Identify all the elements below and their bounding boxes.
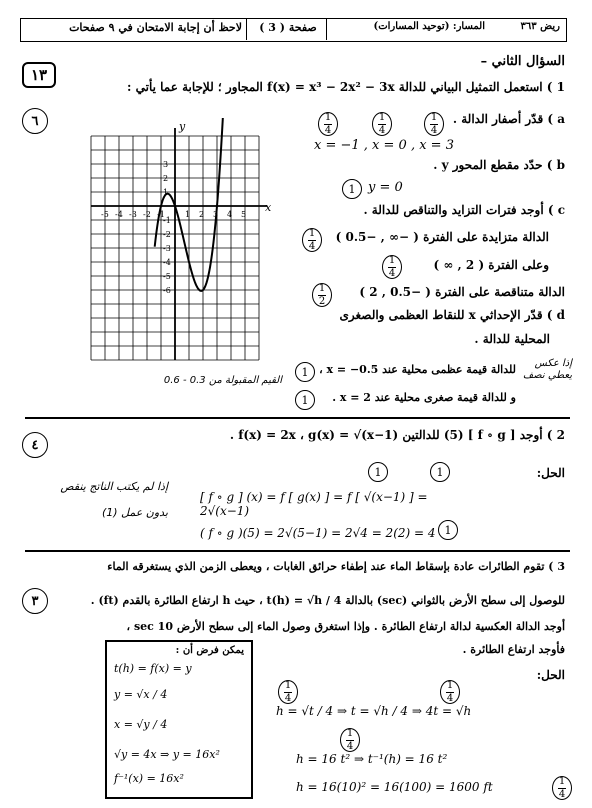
part3-text-4: فأوجد ارتفاع الطائرة .	[462, 643, 565, 656]
handwritten-side-note: إذا عكس يعطي نصف	[522, 358, 572, 381]
part2-text: 2 ) أوجد [ f ∘ g ] (5) للدالتين f(x) = 2x ، g(x) = √(x−1) .	[229, 428, 565, 442]
increasing-interval-2: وعلى الفترة ( 2 , ∞ )	[433, 258, 549, 272]
score-mark-p3b: $\frac{1}{4}$	[440, 680, 460, 704]
graph-axes	[91, 128, 267, 360]
score-mark-p3d: $\frac{1}{4}$	[552, 776, 572, 800]
header-track: المسار: (توحيد المسارات)	[373, 21, 485, 32]
assumption-line-3: x = √y / 4	[114, 718, 168, 731]
score-mark-d2: 1	[295, 390, 315, 410]
part2-score-badge: ٤	[22, 432, 48, 458]
header-divider	[246, 18, 247, 40]
handwritten-accepted-values: القيم المقبولة من 0.3 - 0.6	[163, 375, 282, 386]
y-tick-label: -1	[163, 216, 171, 225]
increasing-interval-1: الدالة متزايدة على الفترة ( −∞ , −0.5 )	[335, 230, 549, 244]
zeros-answer: x = −1 , x = 0 , x = 3	[314, 138, 454, 153]
score-mark-p2b: 1	[430, 462, 450, 482]
part3-text-3: أوجد الدالة العكسية لدالة ارتفاع الطائرة . وإذا استغرق وصول الماء إلى سطح الأرض 10 sec ،	[126, 620, 565, 633]
divider	[25, 417, 570, 419]
assumption-line-2: y = √x / 4	[114, 688, 168, 701]
b-answer: y = 0	[368, 180, 403, 195]
assumption-line-5: f⁻¹(x) = 16x²	[114, 772, 184, 785]
y-tick-label: -3	[163, 244, 171, 253]
x-tick-label: 2	[199, 210, 205, 219]
part2-solution-line1: [ f ∘ g ] (x) = f [ g(x) ] = f [ √(x−1) ] = 2√(x−1)	[200, 490, 428, 518]
assumption-title: يمكن فرض أن :	[175, 645, 244, 656]
y-tick-label: -5	[163, 272, 171, 281]
score-mark-c2: $\frac{1}{4}$	[382, 255, 402, 279]
local-max: للدالة قيمة عظمى محلية عند x = −0.5 ،	[319, 363, 516, 376]
part2-solution-label: الحل:	[536, 466, 565, 480]
x-tick-label: 4	[227, 210, 233, 219]
score-mark-p3c: $\frac{1}{4}$	[340, 728, 360, 752]
decreasing-interval: الدالة متناقصة على الفترة ( −0.5 , 2 )	[359, 285, 565, 299]
score-mark-b: 1	[342, 179, 362, 199]
part1-c-label: c ) أوجد فترات التزايد والتناقص للدالة .	[363, 203, 565, 217]
part3-text-2: للوصول إلى سطح الأرض بالثواني (sec) بالدالة t(h) = √h / 4 ، حيث h ارتفاع الطائرة بالقدم (ft) .	[90, 594, 565, 607]
part3-solution-2: h = 16 t² ⇒ t⁻¹(h) = 16 t²	[296, 752, 448, 766]
part3-solution-1: h = √t / 4 ⇒ t = √h / 4 ⇒ 4t = √h	[276, 704, 472, 718]
handwritten-note-p2: إذا لم يكتب الناتج ينقص	[60, 480, 168, 493]
score-mark-d1: 1	[295, 362, 315, 382]
y-tick-label: -4	[163, 258, 171, 267]
part1-intro: 1 ) استعمل التمثيل البياني للدالة f(x) = x³ − 2x² − 3x المجاور ؛ للإجابة عما يأتي :	[127, 80, 565, 94]
x-tick-label: -5	[101, 210, 109, 219]
function-graph	[65, 118, 297, 368]
x-tick-label: 3	[213, 210, 219, 219]
x-tick-label: -2	[143, 210, 151, 219]
score-mark-p3a: $\frac{1}{4}$	[278, 680, 298, 704]
score-mark-p2a: 1	[368, 462, 388, 482]
part3-solution-label: الحل:	[536, 668, 565, 682]
header-page: صفحة ( 3 )	[259, 21, 317, 34]
x-tick-label: -1	[157, 210, 165, 219]
x-tick-label: -3	[129, 210, 137, 219]
score-mark-p2c: 1	[438, 520, 458, 540]
score-mark-c1: $\frac{1}{4}$	[302, 228, 322, 252]
y-tick-label: -6	[163, 286, 171, 295]
assumption-line-1: t(h) = f(x) = y	[114, 662, 192, 675]
part3-text-1: 3 ) تقوم الطائرات عادة بإسقاط الماء عند إطفاء حرائق الغابات ، ويعطى الزمن الذي يستغرقه الماء	[107, 560, 565, 573]
score-mark-c3: $\frac{1}{2}$	[312, 283, 332, 307]
y-tick-label: 2	[163, 174, 169, 183]
x-tick-label: 1	[185, 210, 191, 219]
score-marks-a: $\frac{1}{4}$ $\frac{1}{4}$ $\frac{1}{4}$	[318, 112, 448, 134]
part1-score-badge: ٦	[22, 108, 48, 134]
part1-a-label: a ) قدّر أصفار الدالة .	[452, 112, 565, 126]
part1-d-label: d ) قدّر الإحداثي x للنقاط العظمى والصغرى	[339, 308, 565, 322]
handwritten-note-p2b: بدون عمل (1)	[101, 506, 168, 519]
y-axis-label: y	[179, 120, 186, 133]
part1-d-label-2: المحلية للدالة .	[474, 332, 550, 346]
x-tick-label: 5	[241, 210, 247, 219]
y-tick-label: 3	[163, 160, 169, 169]
header-divider	[326, 18, 327, 40]
question-title: السؤال الثاني –	[480, 54, 565, 69]
part3-score-badge: ٣	[22, 588, 48, 614]
y-tick-label: -2	[163, 230, 171, 239]
y-tick-label: 1	[163, 188, 169, 197]
divider	[25, 550, 570, 552]
part1-b-label: b ) حدّد مقطع المحور y .	[433, 158, 565, 172]
header-code: ريض ٣٦٣	[520, 21, 560, 32]
x-tick-label: -4	[115, 210, 123, 219]
part2-solution-line2: ( f ∘ g )(5) = 2√(5−1) = 2√4 = 2(2) = 4	[200, 526, 436, 540]
header-note: لاحظ أن إجابة الامتحان في ٩ صفحات	[69, 21, 242, 34]
local-min: و للدالة قيمة صغرى محلية عند x = 2 .	[332, 391, 516, 404]
graph-tick-labels	[101, 160, 246, 295]
x-axis-label: x	[265, 201, 272, 214]
question-score-badge: ١٣	[22, 62, 56, 88]
assumption-line-4: √y = 4x ⇒ y = 16x²	[114, 748, 220, 761]
part3-solution-3: h = 16(10)² = 16(100) = 1600 ft	[296, 780, 493, 794]
